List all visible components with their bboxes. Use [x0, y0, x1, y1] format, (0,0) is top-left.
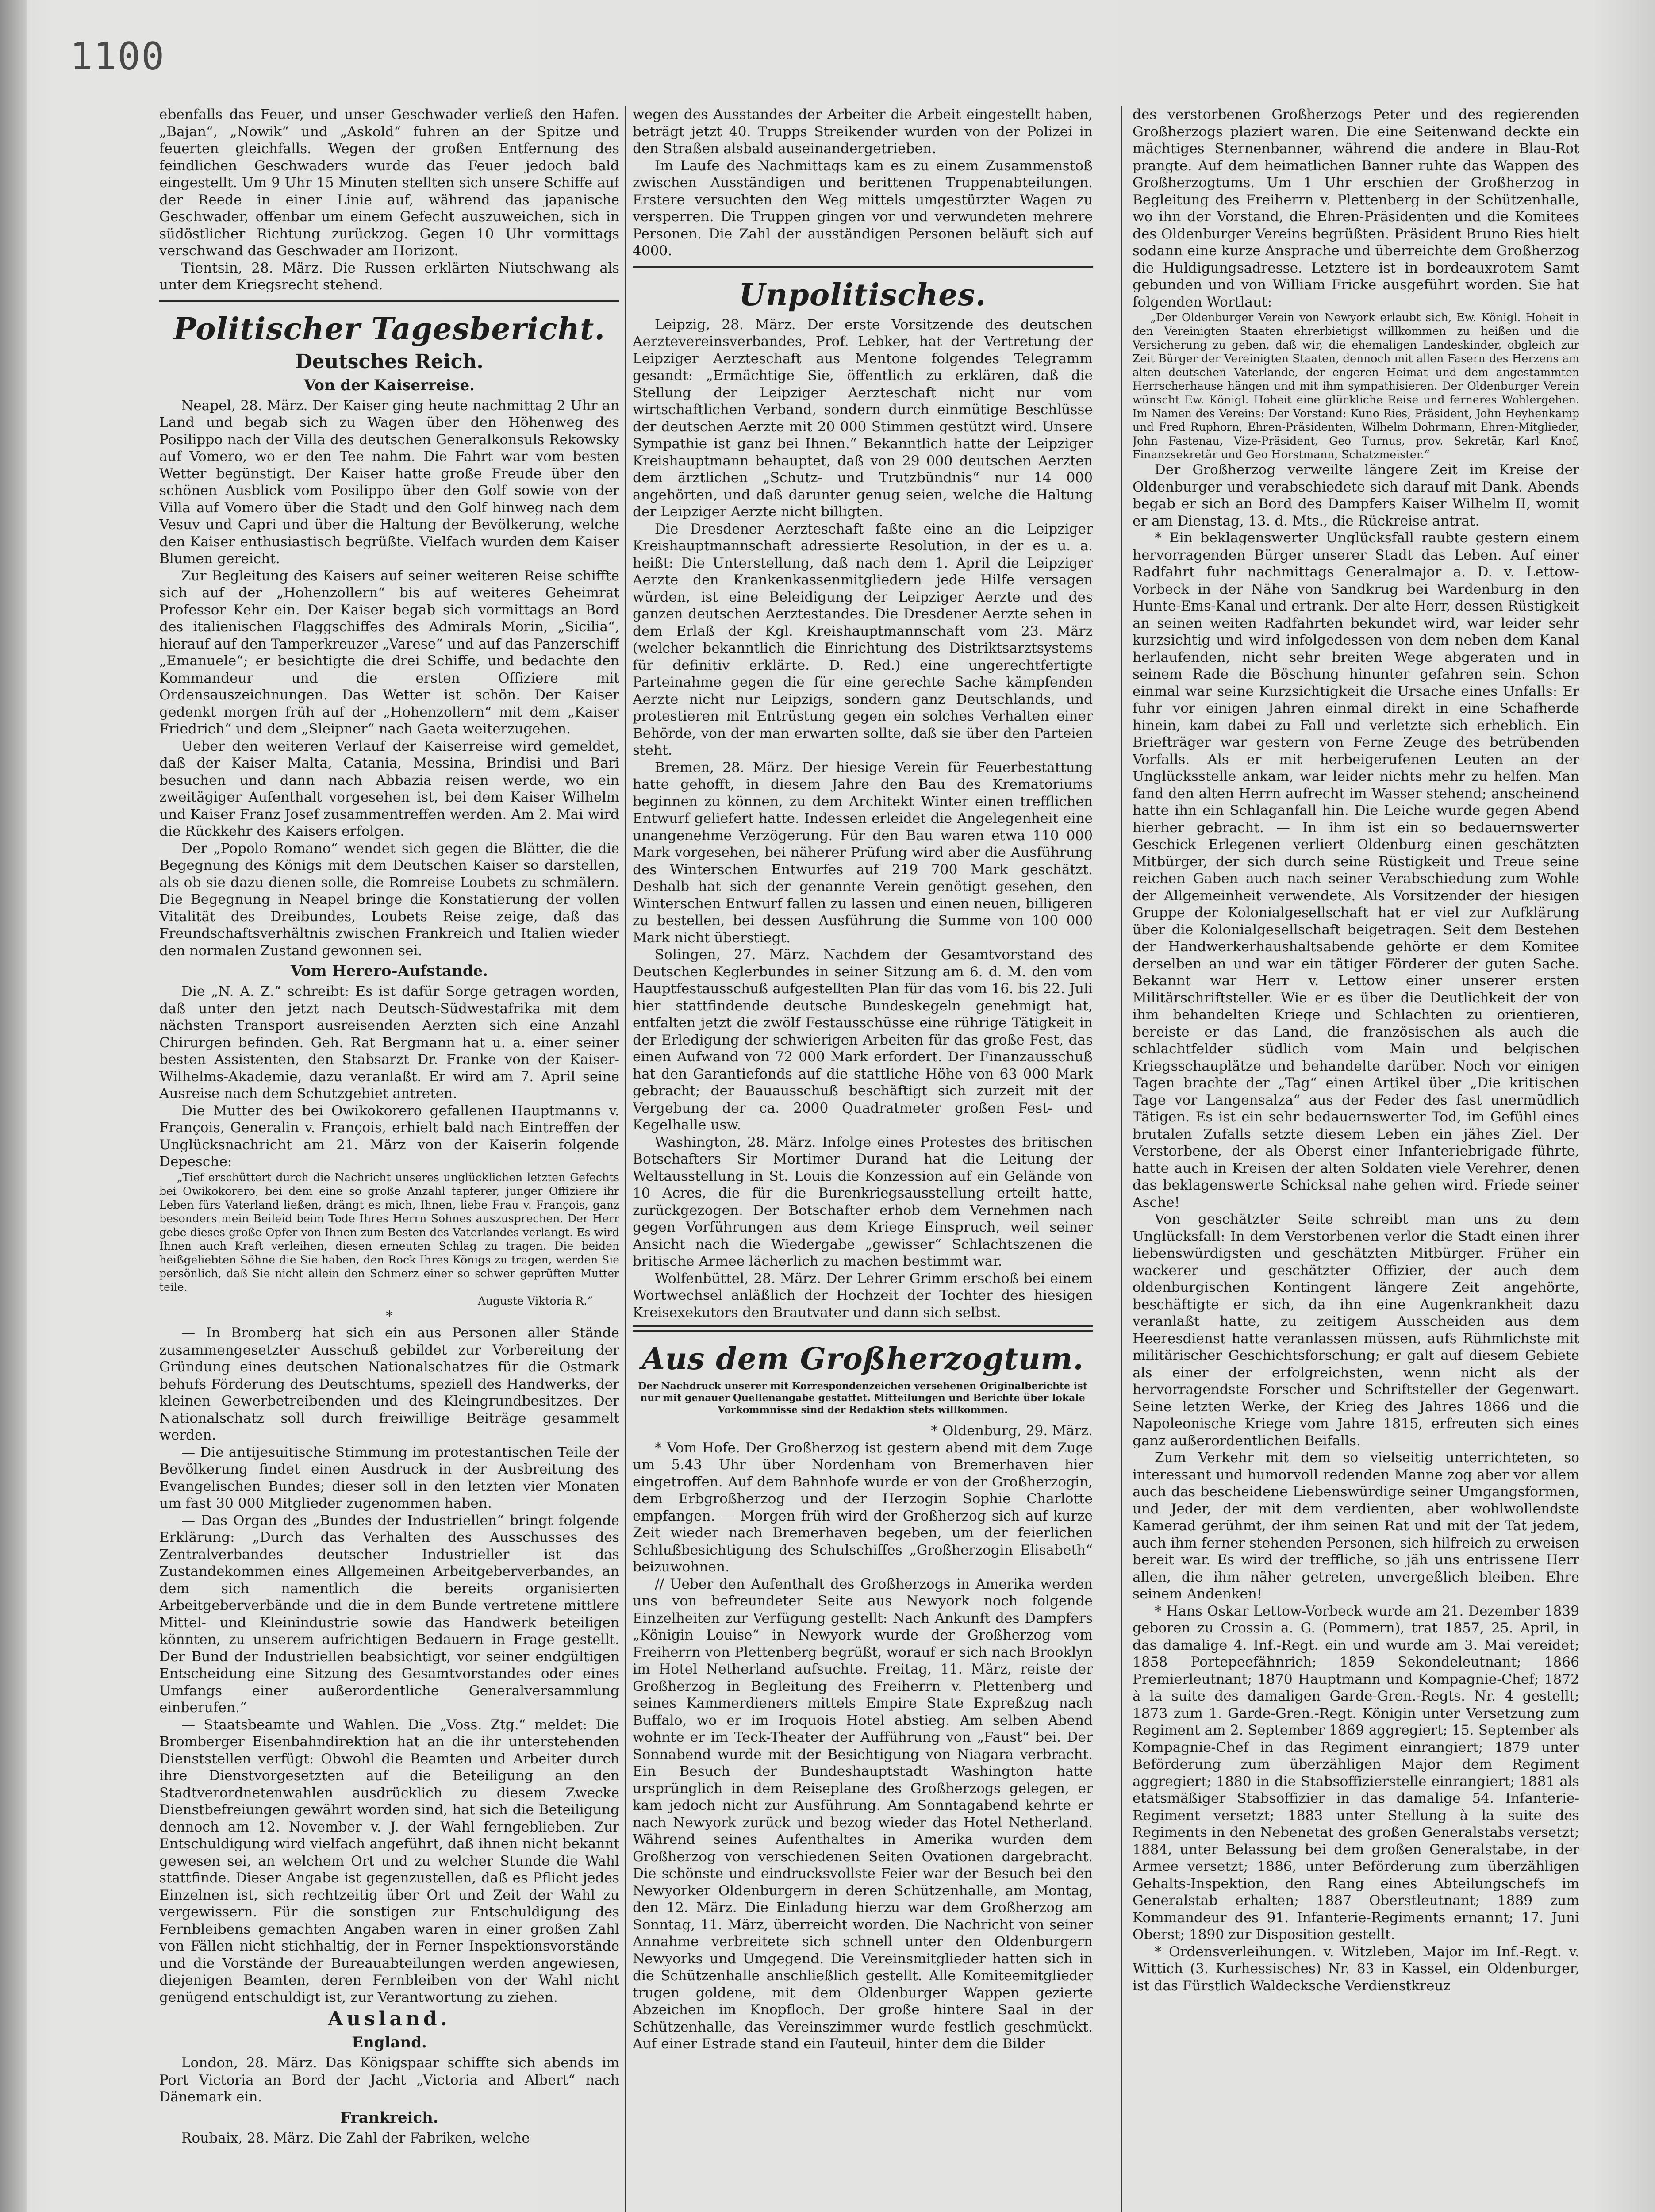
column-rule	[1121, 106, 1122, 2212]
article-paragraph: wegen des Ausstandes der Arbeiter die Arbeit eingestellt haben, beträgt jetzt 40. Trupps Streikender wurden von der Polizei in den Straßen alsbald auseinandergetrieben.	[633, 107, 1093, 157]
article-paragraph: Zum Verkehr mit dem so vielseitig unterrichteten, so interessant und humorvoll redenden Manne zog aber vor allem auch das bescheidene Liebenswürdige seiner Umgangsformen, und Jeder, der mit dem verdienten, aber wohlwollendste Kamerad gerühmt, der ihm seinen Rat und mit der Tat jedem, auch ihm ferner stehenden Personen, sich hilfreich zu erweisen bereit war. Es wird der treffliche, so jäh uns entrissene Herr allen, die ihm näher getreten, unvergeßlich bleiben. Ehre seinem Andenken!	[1133, 1450, 1579, 1602]
article-paragraph: Ueber den weiteren Verlauf der Kaiserreise wird gemeldet, daß der Kaiser Malta, Catania, Messina, Brindisi und Bari besuchen und dann nach Abbazia reisen werde, wo ein zweitägiger Aufenthalt vorgesehen ist, bei dem Kaiser Wilhelm und Kaiser Franz Josef zusammentreffen werden. Am 2. Mai wird die Rückkehr des Kaisers erfolgen.	[159, 738, 619, 839]
subheading: Frankreich.	[340, 2108, 438, 2127]
quoted-address: „Der Oldenburger Verein von Newyork erlaubt sich, Ew. Königl. Hoheit in den Vereinigten Staaten ehrerbietigst willkommen zu heißen und die Versicherung zu geben, daß wir, die ehemaligen Landeskinder, obgleich zur Zeit Bürger der Vereinigten Staaten, dennoch mit allen Fasern des Herzens am alten deutschen Vaterlande, der engeren Heimat und dem angestammten Herrscherhause hängen und mit ihm sympathisieren. Der Oldenburger Verein wünscht Ew. Königl. Hoheit eine glückliche Reise und ferneres Wohlergehen. Im Namen des Vereins: Der Vorstand: Kuno Ries, Präsident, John Heyhenkamp und Fred Ruphorn, Ehren-Präsidenten, Wilhelm Dohrmann, Ehren-Mitglieder, John Fastenau, Vize-Präsident, Geo Turnus, prov. Sekretär, Karl Knof, Finanzsekretär und Geo Horstmann, Schatzmeister.“	[1133, 311, 1579, 461]
article-paragraph: — Staatsbeamte und Wahlen. Die „Voss. Ztg.“ meldet: Die Bromberger Eisenbahndirektion hat an die ihr unterstehenden Dienststellen verfügt: Obwohl die Beamten und Arbeiter durch ihre Dienstvorgesetzten auf die Beteiligung an den Stadtverordnetenwahlen ausdrücklich zu diesem Zwecke Dienstbefreiungen gewährt worden sind, hat sich die Beteiligung dennoch am 12. November v. J. der Wahl ferngeblieben. Zur Entschuldigung wird vielfach angeführt, daß ihnen nicht bekannt gewesen sei, an welchem Ort und zu welcher Stunde die Wahl stattfinde. Dieser Angabe ist gegenzustellen, daß es Pflicht jedes Einzelnen ist, sich rechtzeitig über Ort und Zeit der Wahl zu vergewissern. Für die sonstigen zur Entschuldigung des Fernbleibens gemachten Angaben waren in einer großen Zahl von Fällen nicht stichhaltig, der in Ferner Inspektionsvorstände und die Vorstände der Bureauabteilungen werden angewiesen, diejenigen Beamten, deren Fernbleiben von der Wahl nicht genügend entschuldigt ist, zur Verantwortung zu ziehen.	[159, 1717, 619, 2005]
section-divider	[633, 1325, 1093, 1332]
article-paragraph: * Ein beklagenswerter Unglücksfall raubte gestern einem hervorragenden Bürger unserer Stadt das Leben. Auf einer Radfahrt fuhr nachmittags Generalmajor a. D. v. Lettow-Vorbeck in der Nähe von Sandkrug bei Wardenburg in den Hunte-Ems-Kanal und ertrank. Der alte Herr, dessen Rüstigkeit an seinen weiten Radfahrten bekundet wird, war leider sehr kurzsichtig und wird infolgedessen von dem neben dem Kanal herlaufenden, nicht sehr breiten Wege abgeraten und in seinem Rade die Böschung hinunter gefahren sein. Schon einmal war seine Kurzsichtigkeit die Ursache eines Unfalls: Er fuhr vor einigen Jahren einmal direkt in eine Schafherde hinein, kam dabei zu Fall und verletzte sich erheblich. Ein Briefträger war gestern von Ferne Zeuge des betrübenden Vorfalls. Als er mit herbeigerufenen Leuten an der Unglücksstelle ankam, war leider nichts mehr zu helfen. Man fand den alten Herrn aufrecht im Wasser stehend; anscheinend hatte ihn ein Schlaganfall hin. Die Leiche wurde gegen Abend hierher gebracht. — In ihm ist ein so bedauernswerter Geschick Erlegenen verliert Oldenburg einen geschätzten Mitbürger, der sich durch seine Rüstigkeit und Treue seine reichen Gaben auch nach seiner Verabschiedung zum Wohle der Allgemeinheit verwendete. Als Vorsitzender der hiesigen Gruppe der Kolonialgesellschaft hat er viel zur Aufklärung über die Kolonialgesellschaft beigetragen. Seit dem Bestehen der Handwerkerhaushaltsabende gehörte er dem Komitee derselben an und war ein tätiger Förderer der guten Sache. Bekannt war Herr v. Lettow einer unserer ersten Militärschriftsteller. Wie er es über die Deutlichkeit der von ihm behandelten Kriege und Schlachten zu orientieren, bereiste er das Land, die französischen als auch die schlachtfelder südlich vom Main und belgischen Kriegsschauplätze und behandelte darüber. Noch vor einigen Tagen brachte der „Tag“ einen Artikel über „Die kritischen Tage vor Langensalza“ aus der Feder des fast unermüdlich Tätigen. Es ist ein sehr bedauernswerter Tod, im Gefühl eines brutalen Zufalls setzte diesem Leben ein jähes Ziel. Der Verstorbene, der als Oberst einer Infanteriebrigade führte, hatte auch in Kreisen der alten Soldaten viele Verehrer, denen das beklagenswerte Schicksal nahe gehen wird. Friede seiner Asche!	[1133, 530, 1579, 1210]
page-binding-edge	[0, 0, 27, 2212]
subheading: England.	[352, 2034, 427, 2051]
page-number: 1100	[70, 35, 165, 79]
article-paragraph: * Ordensverleihungen. v. Witzleben, Major im Inf.-Regt. v. Wittich (3. Kurhessisches) Nr. 83 in Kassel, ein Oldenburger, ist das Fürstlich Waldecksche Verdienstkreuz	[1133, 1943, 1579, 1994]
quoted-letter: „Tief erschüttert durch die Nachricht unseres unglücklichen letzten Gefechts bei Owikokorero, bei dem eine so große Anzahl tapferer, junger Offiziere ihr Leben fürs Vaterland ließen, drängt es mich, Ihnen, liebe Frau v. François, ganz besonders mein Beileid beim Tode Ihres Herrn Sohnes auszusprechen. Der Herr gebe dieses große Opfer von Ihnen zum Besten des Vaterlandes verlangt. Es wird Ihnen auch Kraft verleihen, diesen erneuten Schlag zu tragen. Die beiden heißgeliebten Söhne die Sie haben, den Rock Ihres Königs zu tragen, werden Sie persönlich, daß Sie nicht allein den Schmerz einer so schwer geprüften Mutter teile.	[159, 1171, 619, 1294]
article-paragraph: Tientsin, 28. März. Die Russen erklärten Niutschwang als unter dem Kriegsrecht stehend.	[159, 260, 619, 293]
article-paragraph: * Vom Hofe. Der Großherzog ist gestern abend mit dem Zuge um 5.43 Uhr über Nordenham von Bremerhaven hier eingetroffen. Auf dem Bahnhofe wurde er von der Großherzogin, dem Erbgroßherzog und der Herzogin Sophie Charlotte empfangen. — Morgen früh wird der Großherzog sich auf kurze Zeit wieder nach Bremerhaven begeben, um der feierlichen Schlußbesichtigung des Schulschiffes „Großherzogin Elisabeth“ beizuwohnen.	[633, 1440, 1093, 1575]
article-paragraph: Der „Popolo Romano“ wendet sich gegen die Blätter, die die Begegnung des Königs mit dem Deutschen Kaiser so darstellen, als ob sie dazu dienen solle, die Romreise Loubets zu schmälern. Die Begegnung in Neapel bringe die Konstatierung der vollen Vitalität des Dreibundes, Loubets Reise zeige, daß das Freundschaftsverhältnis zwischen Frankreich und Italien wieder den normalen Zustand gewonnen sei.	[159, 840, 619, 959]
letter-signature: Auguste Viktoria R.“	[477, 1294, 593, 1307]
separator-star: *	[386, 1308, 393, 1324]
article-paragraph: * Hans Oskar Lettow-Vorbeck wurde am 21. Dezember 1839 geboren zu Crossin a. G. (Pommern), trat 1857, 25. April, in das damalige 4. Inf.-Regt. ein und wurde am 3. Mai vereidet; 1858 Portepeefähnrich; 1859 Sekondeleutnant; 1866 Premierleutnant; 1870 Hauptmann und Kompagnie-Chef; 1872 à la suite des damaligen Garde-Gren.-Regts. Nr. 4 gestellt; 1873 zum 1. Garde-Gren.-Regt. Königin unter Versetzung zum Regiment am 2. September 1869 aggregiert; 15. September als Kompagnie-Chef in das Regiment einrangiert; 1879 unter Beförderung zum überzähligen Major dem Regiment aggregiert; 1880 in die Stabsoffizierstelle einrangiert; 1881 als etatsmäßiger Stabsoffizier in das damalige 54. Infanterie-Regiment versetzt; 1883 unter Stellung à la suite des Regiments in den Nebenetat des großen Generalstabs versetzt; 1884, unter Belassung bei dem großen Generalstabe, in der Armee versetzt; 1886, unter Beförderung zum überzähligen Gehalts-Inspektion, den Rang eines Abteilungschefs im Generalstab erhalten; 1887 Oberstleutnant; 1889 zum Kommandeur des 91. Infanterie-Regiments ernannt; 17. Juni Oberst; 1890 zur Disposition gestellt.	[1133, 1603, 1579, 1943]
article-paragraph: Solingen, 27. März. Nachdem der Gesamtvorstand des Deutschen Keglerbundes in seiner Sitzung am 6. d. M. den vom Hauptfestausschuß aufgestellten Plan für das vom 16. bis 22. Juli hier stattfindende deutsche Bundeskegeln genehmigt hat, entfalten jetzt die zwölf Festausschüsse eine rührige Tätigkeit in der Erledigung der schwierigen Arbeiten für das große Fest, das einen Aufwand von 72 000 Mark erfordert. Der Finanzausschuß hat den Garantiefonds auf die stattliche Höhe von 63 000 Mark gebracht; der Bauausschuß beschäftigt sich zurzeit mit der Vergebung der ca. 2000 Quadratmeter großen Fest- und Kegelhalle usw.	[633, 947, 1093, 1133]
article-paragraph: — Das Organ des „Bundes der Industriellen“ bringt folgende Erklärung: „Durch das Verhalten des Ausschusses des Zentralverbandes deutscher Industrieller ist das Zustandekommen eines Allgemeinen Arbeitgeberverbandes, an dem sich namentlich die bereits organisierten Arbeitgeberverbände und die in dem Bunde vertretene mittlere Mittel- und Kleinindustrie sowie das Handwerk beteiligen könnten, zu unserem aufrichtigen Bedauern in Frage gestellt. Der Bund der Industriellen beabsichtigt, vor seiner endgültigen Entscheidung eine Sitzung des Gesamtvorstandes oder eines Umfangs einer außerordentliche Generalversammlung einberufen.“	[159, 1512, 619, 1716]
article-paragraph: — Die antijesuitische Stimmung im protestantischen Teile der Bevölkerung findet einen Ausdruck in der Ausbreitung des Evangelischen Bundes; dieser soll in den letzten vier Monaten um fast 30 000 Mitglieder zugenommen haben.	[159, 1444, 619, 1511]
article-paragraph: Leipzig, 28. März. Der erste Vorsitzende des deutschen Aerztevereinsverbandes, Prof. Lebker, hat der Vertretung der Leipziger Aerzteschaft aus Mentone folgendes Telegramm gesandt: „Ermächtige Sie, öffentlich zu erklären, daß die Stellung der Leipziger Aerzteschaft nicht nur vom wirtschaftlichen Verband, sondern durch einmütige Beschlüsse der deutschen Aerzte mit 20 000 Stimmen gestützt wird. Unsere Sympathie ist ganz bei Ihnen.“ Bekanntlich hatte der Leipziger Kreishauptmann behauptet, daß von 29 000 deutschen Aerzten dem ärztlichen „Schutz- und Trutzbündnis“ nur 14 000 angehörten, und daß darunter genug seien, welche die Haltung der Leipziger Aerzte nicht billigten.	[633, 316, 1093, 520]
article-paragraph: Neapel, 28. März. Der Kaiser ging heute nachmittag 2 Uhr an Land und begab sich zu Wagen über den Höhenweg des Posilippo nach der Villa des deutschen Generalkonsuls Rekowsky auf Vomero, wo er den Tee nahm. Die Fahrt war vom besten Wetter begünstigt. Der Kaiser hatte große Freude über den schönen Ausblick vom Posilippo über den Golf sowie von der Villa auf Vomero über die Stadt und den Golf hinweg nach dem Vesuv und Capri und über die Haltung der Bevölkerung, welche den Kaiser enthusiastisch begrüßte. Vielfach wurden dem Kaiser Blumen gereicht.	[159, 397, 619, 567]
article-paragraph: Im Laufe des Nachmittags kam es zu einem Zusammenstoß zwischen Ausständigen und berittenen Truppenabteilungen. Erstere versuchten den Weg mittels umgestürzter Wagen zu versperren. Die Truppen gingen vor und verwundeten mehrere Personen. Die Zahl der ausständigen Personen beläuft sich auf 4000.	[633, 157, 1093, 259]
column-rule	[625, 106, 626, 2212]
article-paragraph: Die Dresdener Aerzteschaft faßte eine an die Leipziger Kreishauptmannschaft adressierte Resolution, in der es u. a. heißt: Die Unterstellung, daß nach dem 1. April die Leipziger Aerzte den Krankenkassenmitgliedern jede Hilfe versagen würden, ist eine Beleidigung der Leipziger Aerzte und des ganzen deutschen Aerztestandes. Die Dresdener Aerzte sehen in dem Erlaß der Kgl. Kreishauptmannschaft vom 23. März (welcher bekanntlich die Einrichtung des Distriktsarztsystems für definitiv erklärte. D. Red.) eine ungerechtfertigte Parteinahme gegen die für eine gerechte Sache kämpfenden Aerzte nicht nur Leipzigs, sondern ganz Deutschlands, und protestieren mit Entrüstung gegen ein solches Verhalten einer Behörde, von der man erwarten sollte, daß sie über den Parteien steht.	[633, 521, 1093, 758]
column-3	[1133, 106, 1579, 2212]
article-paragraph: Der Großherzog verweilte längere Zeit im Kreise der Oldenburger und verabschiedete sich darauf mit Dank. Abends begab er sich an Bord des Dampfers Kaiser Wilhelm II, womit er am Dienstag, 13. d. Mts., die Rückreise antrat.	[1133, 462, 1579, 529]
reprint-notice: Der Nachdruck unserer mit Korrespondenzeichen versehenen Originalberichte ist nur mit genauer Quellenangabe gestattet. Mitteilungen und Berichte über lokale Vorkommnisse sind der Redaktion stets willkommen.	[638, 1380, 1087, 1416]
article-paragraph: des verstorbenen Großherzogs Peter und des regierenden Großherzogs plaziert waren. Die eine Seitenwand deckte ein mächtiges Sternenbanner, während die andere in Blau-Rot prangte. Auf dem heimatlichen Banner ruhte das Wappen des Großherzogtums. Um 1 Uhr erschien der Großherzog in Begleitung des Freiherrn v. Plettenberg in der Schützenhalle, wo ihn der Vorstand, die Ehren-Präsidenten und die Komitees des Oldenburger Vereins begrüßten. Präsident Bruno Ries hielt sodann eine kurze Ansprache und überreichte dem Großherzog die Huldigungsadresse. Letztere ist in bordeauxrotem Samt gebunden und von William Fricke ausgeführt worden. Sie hat folgenden Wortlaut:	[1133, 107, 1579, 310]
section-divider	[633, 266, 1093, 268]
subheading: Von der Kaiserreise.	[304, 376, 475, 394]
subheading: Vom Herero-Aufstande.	[290, 962, 488, 980]
subsection-title: Deutsches Reich.	[295, 350, 484, 373]
article-paragraph: Wolfenbüttel, 28. März. Der Lehrer Grimm erschoß bei einem Wortwechsel anläßlich der Hochzeit der Tochter des hiesigen Kreisexekutors den Brautvater und dann sich selbst.	[633, 1270, 1093, 1321]
section-title: Politischer Tagesbericht.	[173, 311, 606, 347]
article-paragraph: Zur Begleitung des Kaisers auf seiner weiteren Reise schiffte sich auf der „Hohenzollern“ bis auf weiteres Geheimrat Professor Kehr ein. Der Kaiser begab sich vormittags an Bord des italienischen Flaggschiffes des Admirals Morin, „Sicilia“, hierauf auf den Tamperkreuzer „Varese“ und auf das Panzerschiff „Emanuele“; er besichtigte die drei Schiffe, und bedachte den Kommandeur und die ersten Offiziere mit Ordensauszeichnungen. Das Wetter ist schön. Der Kaiser gedenkt morgen früh auf der „Hohenzollern“ mit dem „Kaiser Friedrich“ und dem „Sleipner“ nach Gaeta weiterzugehen.	[159, 568, 619, 737]
column-2	[633, 106, 1093, 2212]
section-title: Unpolitisches.	[739, 277, 987, 313]
section-divider	[159, 300, 619, 302]
article-paragraph: Washington, 28. März. Infolge eines Protestes des britischen Botschafters Sir Mortimer Durand hat die Leitung der Weltausstellung in St. Louis die Konzession auf ein Gelände von 10 Acres, die für die Burenkriegsausstellung erteilt hatte, zurückgezogen. Der Botschafter erhob dem Vernehmen nach gegen Vorführungen aus dem Kriege Einspruch, weil seiner Ansicht nach die Wiedergabe „gewisser“ Schlachtszenen die britische Armee lächerlich zu machen bestimmt war.	[633, 1134, 1093, 1269]
article-paragraph: London, 28. März. Das Königspaar schiffte sich abends im Port Victoria an Bord der Jacht „Victoria and Albert“ nach Dänemark ein.	[159, 2055, 619, 2105]
section-title: Aus dem Großherzogtum.	[641, 1341, 1084, 1377]
column-1	[159, 106, 619, 2212]
article-paragraph: ebenfalls das Feuer, und unser Geschwader verließ den Hafen. „Bajan“, „Nowik“ und „Askold“ fuhren an der Spitze und feuerten gleichfalls. Wegen der großen Entfernung des feindlichen Geschwaders wurde das Feuer jedoch bald eingestellt. Um 9 Uhr 15 Minuten stellten sich unsere Schiffe auf der Reede in einer Linie auf, während das japanische Geschwader, offenbar um einem Gefecht auszuweichen, sich in südöstlicher Richtung zurückzog. Gegen 10 Uhr vormittags verschwand das Geschwader am Horizont.	[159, 107, 619, 259]
article-paragraph: // Ueber den Aufenthalt des Großherzogs in Amerika werden uns von befreundeter Seite aus Newyork noch folgende Einzelheiten zur Verfügung gestellt: Nach Ankunft des Dampfers „Königin Louise“ in Newyork wurde der Großherzog vom Freiherrn von Plettenberg begrüßt, worauf er sich nach Brooklyn im Hotel Netherland aufsuchte. Freitag, 11. März, reiste der Großherzog in Begleitung des Freiherrn v. Plettenberg und seines Kammerdieners mittels Empire State Expreßzug nach Buffalo, wo er im Iroquois Hotel abstieg. Am selben Abend wohnte er im Teck-Theater der Aufführung von „Faust“ bei. Der Sonnabend wurde mit der Besichtigung von Niagara verbracht. Ein Besuch der Bundeshauptstadt Washington hatte ursprünglich in dem Reiseplane des Großherzogs gelegen, er kam jedoch nicht zur Ausführung. Am Sonntagabend kehrte er nach Newyork zurück und bezog wieder das Hotel Netherland. Während seines Aufenthaltes in Amerika wurden dem Großherzog von verschiedenen Seiten Ovationen dargebracht. Die schönste und eindrucksvollste Feier war der Besuch bei den Newyorker Oldenburgern in deren Schützenhalle, am Montag, den 12. März. Die Einladung hierzu war dem Großherzog am Sonntag, 11. März, überreicht worden. Die Nachricht von seiner Annahme verbreitete sich schnell unter den Oldenburgern Newyorks und Umgegend. Die Vereinsmitglieder hatten sich in die Schützenhalle anschließlich gestellt. Alle Komiteemitglieder trugen goldene, mit dem Oldenburger Wappen gezierte Abzeichen im Knopfloch. Der große hintere Saal in der Schützenhalle, das Vereinszimmer wurde festlich geschmückt. Auf einer Estrade stand ein Fauteuil, hinter dem die Bilder	[633, 1576, 1093, 2052]
article-paragraph: Von geschätzter Seite schreibt man uns zu dem Unglücksfall: In dem Verstorbenen verlor die Stadt einen ihrer liebenswürdigsten und geschätzten Mitbürger. Früher ein wackerer und geschätzter Offizier, der auch dem oldenburgischen Kontingent längere Zeit angehörte, beschäftigte er sich, da ihn eine Augenkrankheit dazu veranlaßt hatte, zu zeitigem Ausscheiden aus dem Heeresdienst hatte veranlassen müssen, aufs Rühmlichste mit militärischer Geschichtsforschung; er galt auf diesem Gebiete als einer der erfolgreichsten, wenn nicht als der hervorragendste Forscher und Schriftsteller der Gegenwart. Seine letzten Werke, der Krieg des Jahres 1866 und die Napoleonische Kriege vom Jahre 1815, erfreuten sich eines ganz außerordentlichen Beifalls.	[1133, 1211, 1579, 1449]
dateline: * Oldenburg, 29. März.	[931, 1423, 1093, 1439]
article-paragraph: — In Bromberg hat sich ein aus Personen aller Stände zusammengesetzter Ausschuß gebildet zur Vorbereitung der Gründung eines deutschen Nationalschatzes für die Ostmark behufs Förderung des Deutschtums, speziell des Handwerks, der kleinen Gewerbetreibenden und des Kleingrundbesitzes. Der Nationalschatz soll durch freiwillige Beiträge gesammelt werden.	[159, 1325, 619, 1443]
article-paragraph: Die „N. A. Z.“ schreibt: Es ist dafür Sorge getragen worden, daß unter den jetzt nach Deutsch-Südwestafrika mit dem nächsten Transport ausreisenden Aerzten sich eine Anzahl Chirurgen befinden. Geh. Rat Bergmann hat u. a. einer seiner besten Assistenten, den Stabsarzt Dr. Franke von der Kaiser-Wilhelms-Akademie, dazu veranlaßt. Er wird am 7. April seine Ausreise nach dem Schutzgebiet antreten.	[159, 983, 619, 1102]
article-paragraph: Bremen, 28. März. Der hiesige Verein für Feuerbestattung hatte gehofft, in diesem Jahre den Bau des Krematoriums beginnen zu können, zu dem Architekt Winter einen trefflichen Entwurf geliefert hatte. Indessen erleidet die Angelegenheit eine unangenehme Verzögerung. Für den Bau waren etwa 110 000 Mark vorgesehen, bei näherer Prüfung wird aber die Ausführung des Winterschen Entwurfes auf 219 700 Mark geschätzt. Deshalb hat sich der genannte Verein genötigt gesehen, den Winterschen Entwurf fallen zu lassen und einen neuen, billigeren zu bestellen, bei dessen Ausführung die Summe von 100 000 Mark nicht überstiegt.	[633, 759, 1093, 946]
article-paragraph: Roubaix, 28. März. Die Zahl der Fabriken, welche	[181, 2130, 530, 2146]
article-paragraph: Die Mutter des bei Owikokorero gefallenen Hauptmanns v. François, Generalin v. François, erhielt bald nach Eintreffen der Unglücksnachricht am 21. März von der Kaiserin folgende Depesche:	[159, 1102, 619, 1170]
subsection-title: Ausland.	[328, 2008, 451, 2030]
